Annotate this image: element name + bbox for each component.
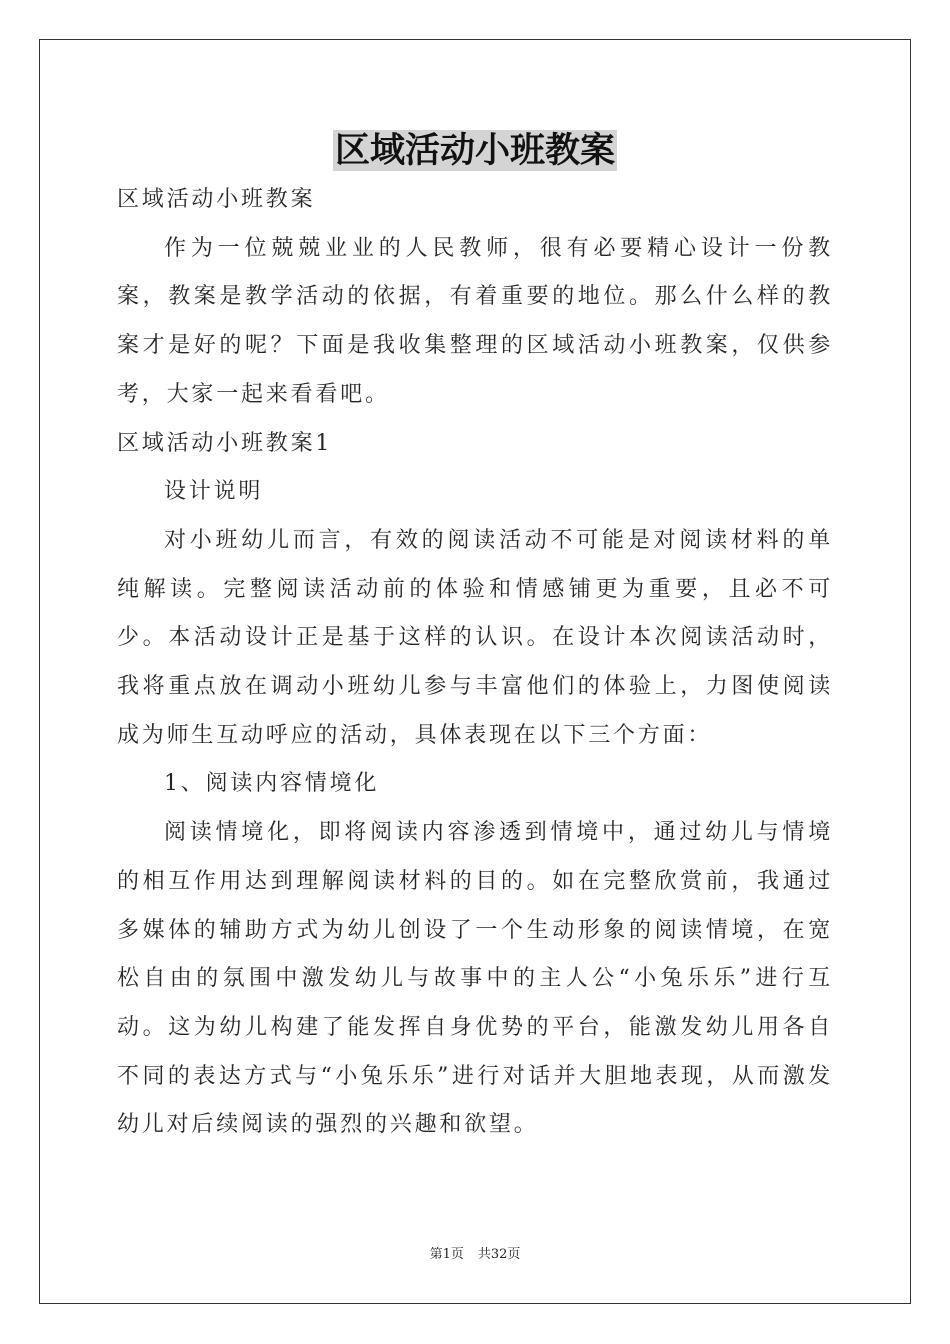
document-body — [117, 176, 833, 1150]
document-title — [0, 128, 950, 174]
document-title-text: 区域活动小班教案 — [334, 130, 615, 171]
paragraph-design-heading: 设计说明 — [164, 479, 264, 505]
paragraph-point-body: 阅读情境化，即将阅读内容渗透到情境中，通过幼儿与情境的相互作用达到理解阅读材料的目的。如在完整欣赏前，我通过多媒体的辅助方式为幼儿创设了一个生动形象的阅读情境，在宽松自由的氛围中激发幼儿与故事中的主人公“小兔乐乐”进行互动。这为幼儿构建了能发挥自身优势的平台，能激发幼儿用各自不同的表达方式与“小兔乐乐”进行对话并大胆地表现，从而激发幼儿对后续阅读的强烈的兴趣和欲望。 — [117, 820, 833, 1138]
page-total: 共32页 — [477, 1247, 521, 1262]
paragraph-point-heading: 1、阅读内容情境化 — [164, 771, 380, 797]
paragraph-design-body: 对小班幼儿而言，有效的阅读活动不可能是对阅读材料的单纯解读。完整阅读活动前的体验和情感铺更为重要，且必不可少。本活动设计正是基于这样的认识。在设计本次阅读活动时，我将重点放在调动小班幼儿参与丰富他们的体验上，力图使阅读成为师生互动呼应的活动，具体表现在以下三个方面： — [117, 527, 833, 748]
paragraph-section-heading: 区域活动小班教案1 — [117, 430, 333, 456]
paragraph-subtitle: 区域活动小班教案 — [117, 187, 316, 212]
paragraph-intro: 作为一位兢兢业业的人民教师，很有必要精心设计一份教案，教案是教学活动的依据，有着重要的地位。那么什么样的教案才是好的呢？下面是我收集整理的区域活动小班教案，仅供参考，大家一起来看看吧。 — [117, 235, 833, 407]
page-footer — [0, 1246, 950, 1264]
page-number: 第1页 — [429, 1247, 464, 1262]
